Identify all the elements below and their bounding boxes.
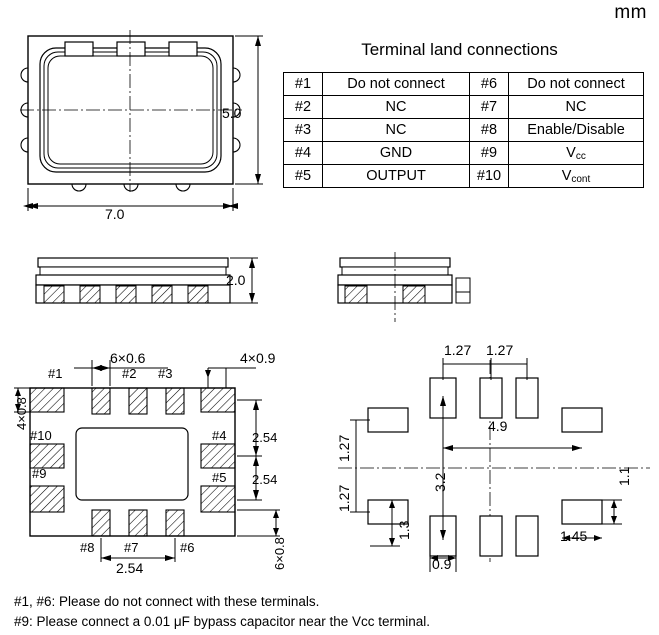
pin-label-4: #4	[212, 428, 227, 443]
table-row	[284, 96, 644, 119]
dim-4x09: 4×0.9	[240, 350, 276, 366]
pin-label-6: #6	[180, 540, 195, 555]
table-row	[284, 73, 644, 96]
dim-bottom-254: 2.54	[116, 560, 144, 576]
dim-1-45: 1.45	[560, 528, 588, 544]
terminal-number: #5	[284, 165, 323, 188]
terminal-number: #8	[470, 119, 509, 142]
table-row	[284, 119, 644, 142]
dim-4x08: 4×0.8	[14, 397, 29, 430]
terminal-value: OUTPUT	[323, 165, 470, 188]
terminal-number: #6	[470, 73, 509, 96]
terminal-number: #4	[284, 142, 323, 165]
dim-4-9: 4.9	[488, 418, 508, 434]
terminal-value: NC	[323, 96, 470, 119]
table-row	[284, 142, 644, 165]
pin-label-10: #10	[30, 428, 52, 443]
side-view-front	[20, 250, 270, 330]
dim-127-left-a: 1.27	[336, 434, 352, 462]
terminal-number: #9	[470, 142, 509, 165]
pin-label-3: #3	[158, 366, 173, 381]
dim-6x08: 6×0.8	[272, 537, 287, 570]
note-1: #1, #6: Please do not connect with these terminals.	[14, 594, 320, 609]
pin-label-8: #8	[80, 540, 95, 555]
dim-width-7-0: 7.0	[105, 206, 125, 222]
dim-127-top-a: 1.27	[444, 342, 472, 358]
terminal-table-title: Terminal land connections	[361, 40, 558, 59]
terminal-number: #1	[284, 73, 323, 96]
terminal-value: $V_{cc}$	[509, 142, 644, 165]
terminal-number: #10	[470, 165, 509, 188]
land-pattern-drawing	[330, 350, 655, 580]
side-view-side	[325, 250, 515, 330]
pin-label-1: #1	[48, 366, 63, 381]
terminal-value: Do not connect	[323, 73, 470, 96]
pin-label-7: #7	[124, 540, 139, 555]
pin-label-5: #5	[212, 470, 227, 485]
terminal-value: $V_{cont}$	[509, 165, 644, 188]
dim-height-5-0: 5.0	[222, 105, 242, 121]
table-row	[284, 165, 644, 188]
pin-label-2: #2	[122, 366, 137, 381]
dim-row-pitch-254: 2.54	[252, 430, 278, 445]
dim-height-2-0: 2.0	[226, 272, 246, 288]
unit-label: mm	[614, 2, 647, 23]
terminal-land-connections-table	[283, 72, 644, 188]
top-view-drawing	[10, 28, 280, 233]
terminal-value: GND	[323, 142, 470, 165]
dim-127-top-b: 1.27	[486, 342, 514, 358]
dim-1-3: 1.3	[396, 520, 412, 540]
terminal-number: #2	[284, 96, 323, 119]
terminal-value: Enable/Disable	[509, 119, 644, 142]
terminal-number: #7	[470, 96, 509, 119]
terminal-value: Do not connect	[509, 73, 644, 96]
dim-0-9: 0.9	[432, 556, 452, 572]
terminal-value: NC	[509, 96, 644, 119]
dim-3-2: 3.2	[432, 472, 448, 492]
note-2: #9: Please connect a 0.01 μF bypass capacitor near the Vcc terminal.	[14, 614, 431, 629]
dim-row-pitch-254-b: 2.54	[252, 472, 278, 487]
pin-label-9: #9	[32, 466, 47, 481]
dim-6x06: 6×0.6	[110, 350, 146, 366]
dim-127-left-b: 1.27	[336, 484, 352, 512]
terminal-number: #3	[284, 119, 323, 142]
terminal-value: NC	[323, 119, 470, 142]
dim-1-1: 1.1	[616, 466, 632, 486]
